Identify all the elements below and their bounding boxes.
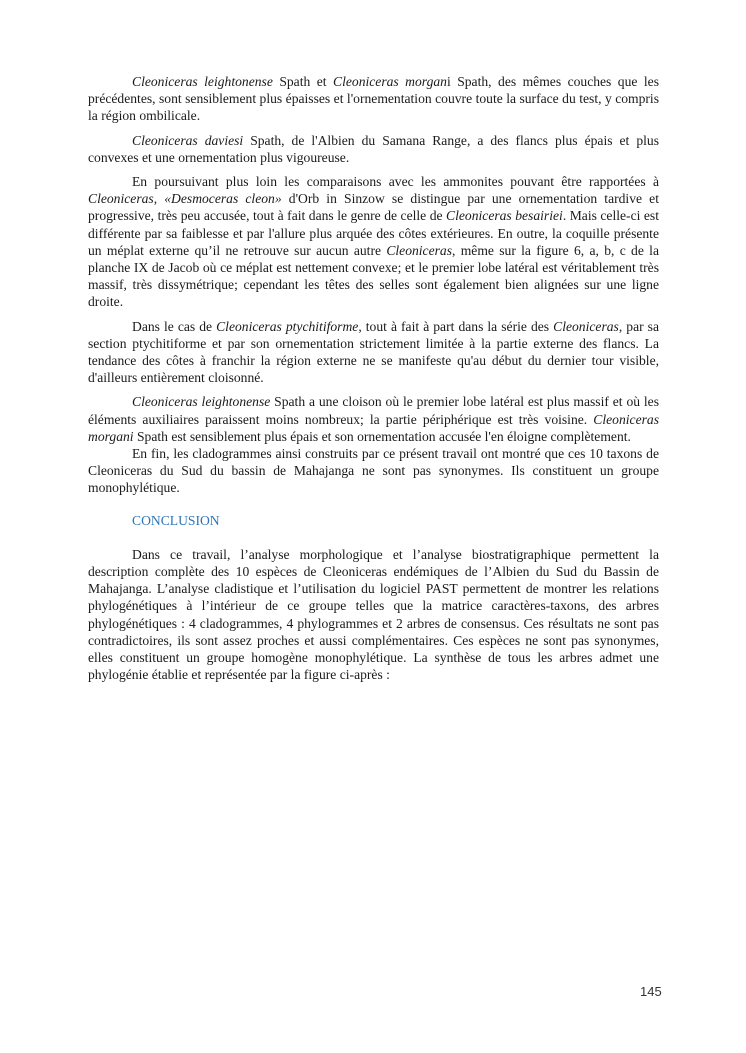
taxon-name: Cleoniceras ptychitiforme <box>216 318 359 334</box>
text-run: , tout à fait à part dans la série des <box>358 318 554 334</box>
conclusion-heading: CONCLUSION <box>132 512 220 528</box>
text-run: Spath, de l'Albien du Samana Range, a des flancs plus épais et plus convexes et une ornementation plus vigoureuse. <box>88 132 659 165</box>
taxon-name: Cleoniceras morgan <box>333 74 447 89</box>
taxon-name: Cleoniceras daviesi <box>132 132 244 148</box>
taxon-name: Cleoniceras leightonense <box>132 74 273 89</box>
paragraph-conclusion: Dans ce travail, l’analyse morphologique et l’analyse biostratigraphique permettent la description complète des 10 espèces de Cleoniceras endémiques de l’Albien du Sud du Bassin de Mahajanga. L’analyse cladistique et l’utilisation du logiciel PAST permettent de montrer les relations phylogénétiques à l’intérieur de ce groupe telles que la matrice caractères-taxons, des arbres phylogénétiques : 4 cladogrammes, 4 phylogrammes et 2 arbres de consensus. Ces résultats ne sont pas contradictoires, ils sont assez proches et aussi complémentaires. Ces espèces ne sont pas synonymes, elles constituent un groupe homogène monophylétique. La synthèse de tous les arbres admet une phylogénie établie et représentée par la figure ci-après : <box>88 546 659 683</box>
page-body <box>88 73 659 691</box>
text-run: Spath a une cloison où le premier lobe latéral est plus massif et où les éléments auxiliaires paraissent moins nombreux; la partie périphérique est très voisine. <box>88 394 660 427</box>
paragraph-cladogrammes <box>88 445 659 497</box>
taxon-name: «Desmoceras cleon» <box>164 191 282 207</box>
taxon-name: Cleoniceras morgani <box>88 411 659 444</box>
taxon-name: Cleoniceras <box>88 191 154 207</box>
text-run: En poursuivant plus loin les comparaisons avec les ammonites pouvant être rapportées à <box>132 174 659 190</box>
text-run: , <box>153 191 165 207</box>
text-run: , par sa section ptychitiforme et par son ornementation strictement limitée à la partie externe des flancs. La tendance des côtes à franchir la région externe ne se manifeste qu'au début du dernier tour visible, d'ailleurs entièrement cloisonné. <box>88 318 659 386</box>
taxon-name: Cleoniceras <box>386 242 453 258</box>
text-run: . Mais celle-ci est différente par sa faiblesse et par l'allure plus arquée des côtes extérieures. En outre, la coquille présente un méplat externe qu’il ne retrouve sur aucun autre <box>88 208 659 258</box>
paragraph-desmoceras-cleon <box>88 173 659 311</box>
text-run: i Spath, des mêmes couches que les précédentes, sont sensiblement plus épaisses et l'ornementation couvre toute la surface du test, y compris la région ombilicale. <box>88 74 659 124</box>
paragraph-leightonense-morgani <box>88 73 659 125</box>
paragraph-ptychitiforme <box>88 318 659 387</box>
paragraph-cloison <box>88 393 659 445</box>
text-run: Spath est sensiblement plus épais et son ornementation accusée l'en éloigne complètement. <box>133 428 631 444</box>
taxon-name: Cleoniceras <box>553 318 619 334</box>
text-run: Dans le cas de <box>132 318 217 334</box>
text-run: , même sur la figure 6, a, b, c de la planche IX de Jacob où ce méplat est nettement convexe; et le premier lobe latéral est véritablement très massif, très dissymétrique; cependant les têtes des selles sont également bien alignées sur une ligne droite. <box>88 242 659 310</box>
page-number: 145 <box>640 984 662 999</box>
taxon-name: Cleoniceras besairiei <box>446 208 563 224</box>
text-run: Spath et <box>272 74 334 89</box>
taxon-name: Cleoniceras leightonense <box>132 394 271 410</box>
paragraph-daviesi <box>88 132 659 166</box>
text-run: En fin, les cladogrammes ainsi construits par ce présent travail ont montré que ces 10 taxons de Cleoniceras du Sud du bassin de Mahajanga ne sont pas synonymes. Ils constituent un groupe monophylétique. <box>88 446 659 496</box>
text-run: d'Orb in Sinzow se distingue par une ornementation tardive et progressive, très peu accusée, tout à fait dans le genre de celle de <box>88 191 659 224</box>
